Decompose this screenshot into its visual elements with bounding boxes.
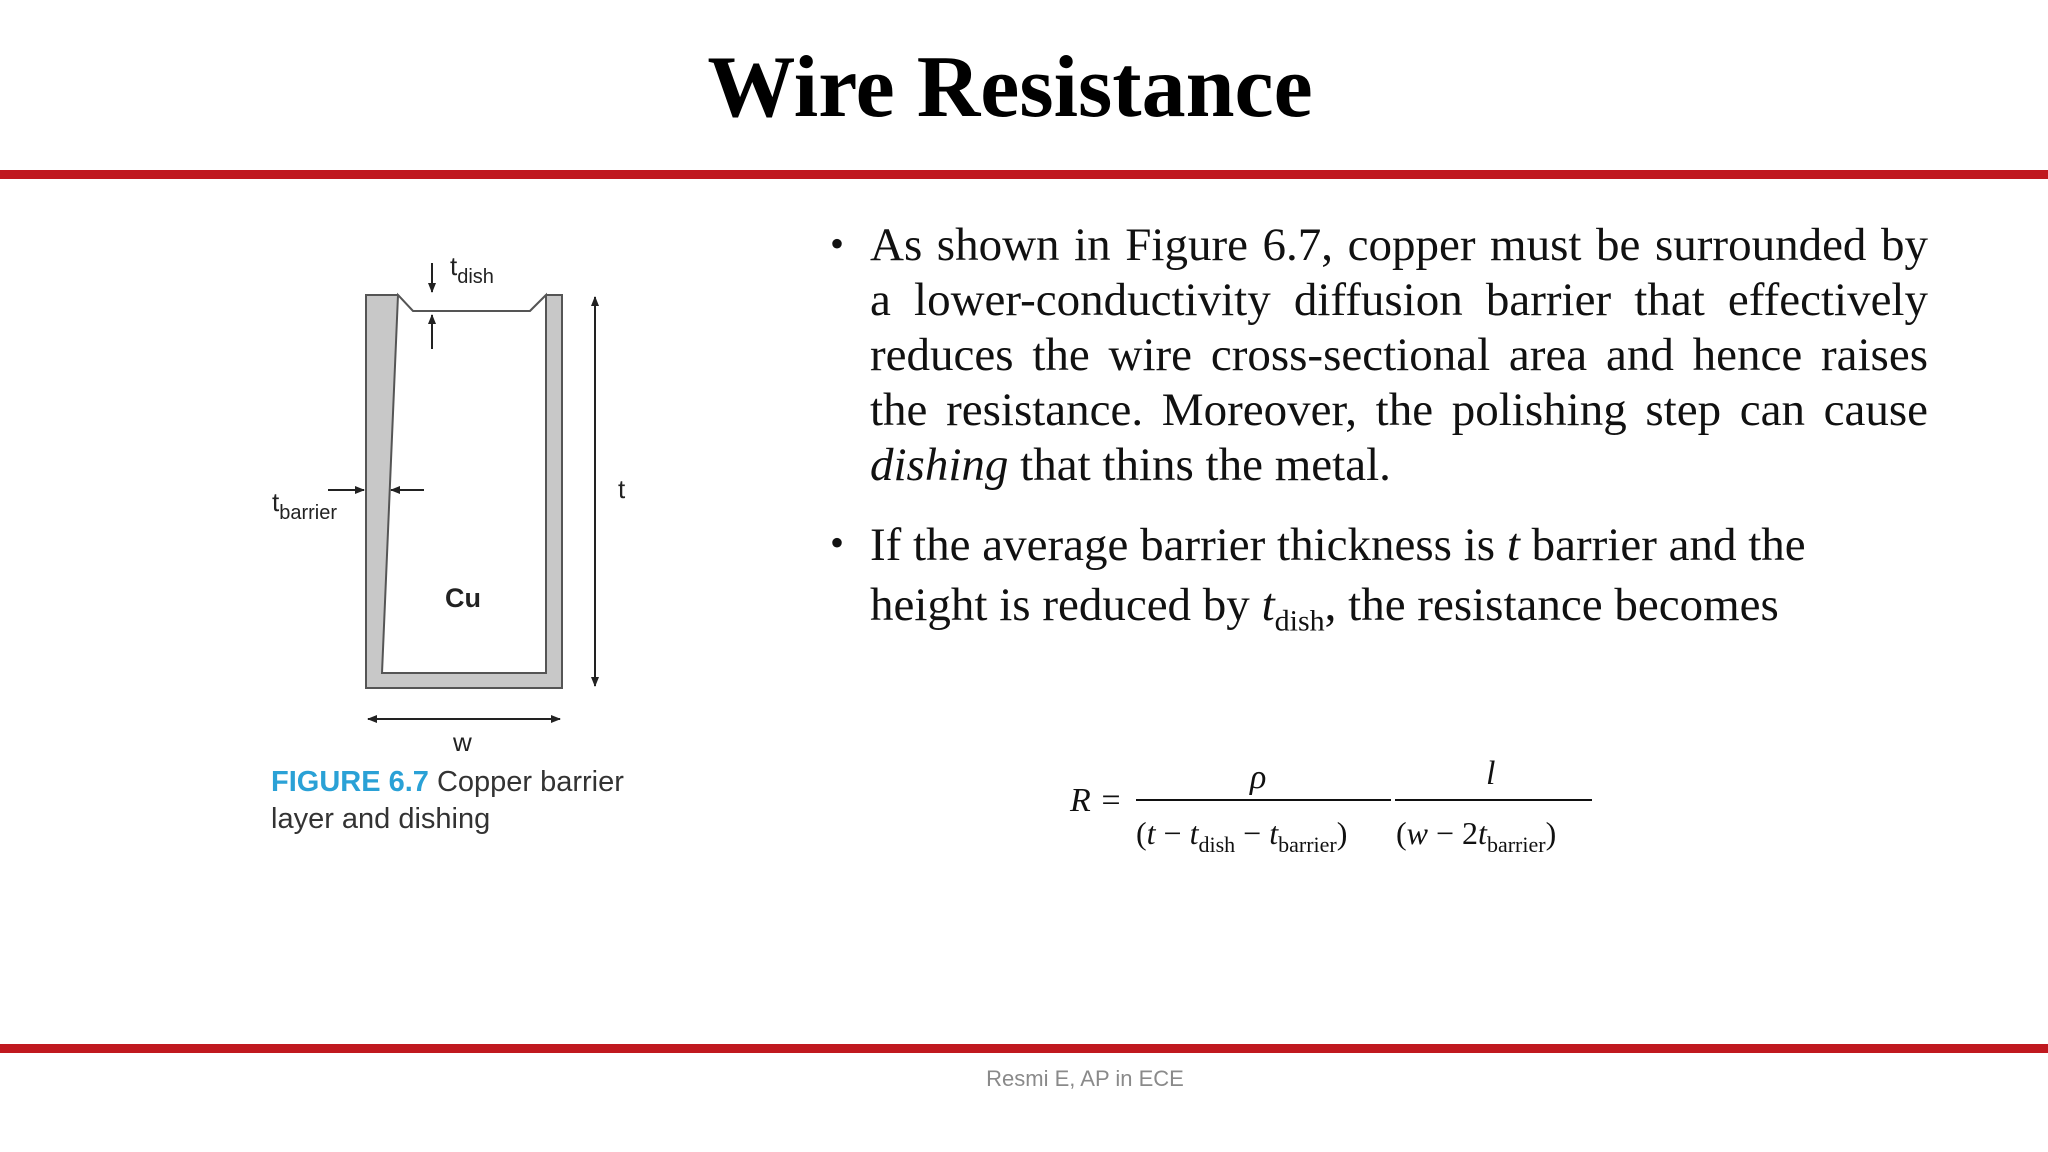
- top-rule: [0, 170, 2048, 179]
- copper-barrier-diagram: [260, 245, 680, 845]
- formula-lhs: R =: [1070, 782, 1123, 819]
- resistance-formula: [1064, 748, 1604, 868]
- copper-fill: [382, 295, 546, 673]
- bullet-2-text-end: , the resistance becomes: [1324, 579, 1779, 631]
- cu-label: Cu: [445, 583, 481, 613]
- t-dish-subscript: dish: [1274, 604, 1325, 638]
- bullet-item: [822, 515, 1928, 638]
- figure-caption: [271, 764, 671, 838]
- t-barrier-symbol: t: [1506, 519, 1520, 571]
- bullet-1-text: As shown in Figure 6.7, copper must be surrounded by a lower-conductivity diffusion barrier that effectively reduces the wire cross-sectional area and hence raises the resistance. Moreover, the polishing step can cause: [870, 219, 1928, 436]
- bullet-dot: •: [830, 221, 845, 266]
- t-dish-symbol: t: [1261, 579, 1275, 631]
- bullet-list: [822, 218, 1928, 638]
- t-dish-label: $t_{dish}$: [450, 251, 494, 288]
- bullet-dot: •: [830, 520, 845, 565]
- w-label: w: [453, 727, 472, 757]
- slide-title: Wire Resistance: [707, 39, 1313, 136]
- formula-numerator-rho: ρ: [1250, 759, 1267, 796]
- footer-author: Resmi E, AP in ECE: [986, 1066, 1184, 1091]
- bullet-1-text-end: that thins the metal.: [1008, 439, 1391, 491]
- bottom-rule: [0, 1044, 2048, 1053]
- bullet-item: [822, 218, 1928, 493]
- formula-denominator-1: $(t - t_{dish} - t_{barrier})$: [1136, 815, 1348, 857]
- figure-caption-text: Copper barrier layer and dishing: [271, 766, 624, 835]
- formula-denominator-2: $(w - 2t_{barrier})$: [1396, 815, 1557, 857]
- bullet-2-text: If the average barrier thickness is: [870, 519, 1507, 571]
- t-label: t: [618, 474, 626, 504]
- dishing-emphasis: dishing: [870, 439, 1009, 491]
- bullet-2-text-mid: barrier and the height is reduced by: [870, 519, 1806, 631]
- formula-numerator-l: l: [1486, 755, 1496, 792]
- t-barrier-label: $t_{barrier}$: [272, 487, 338, 524]
- figure-label: FIGURE 6.7: [271, 766, 429, 798]
